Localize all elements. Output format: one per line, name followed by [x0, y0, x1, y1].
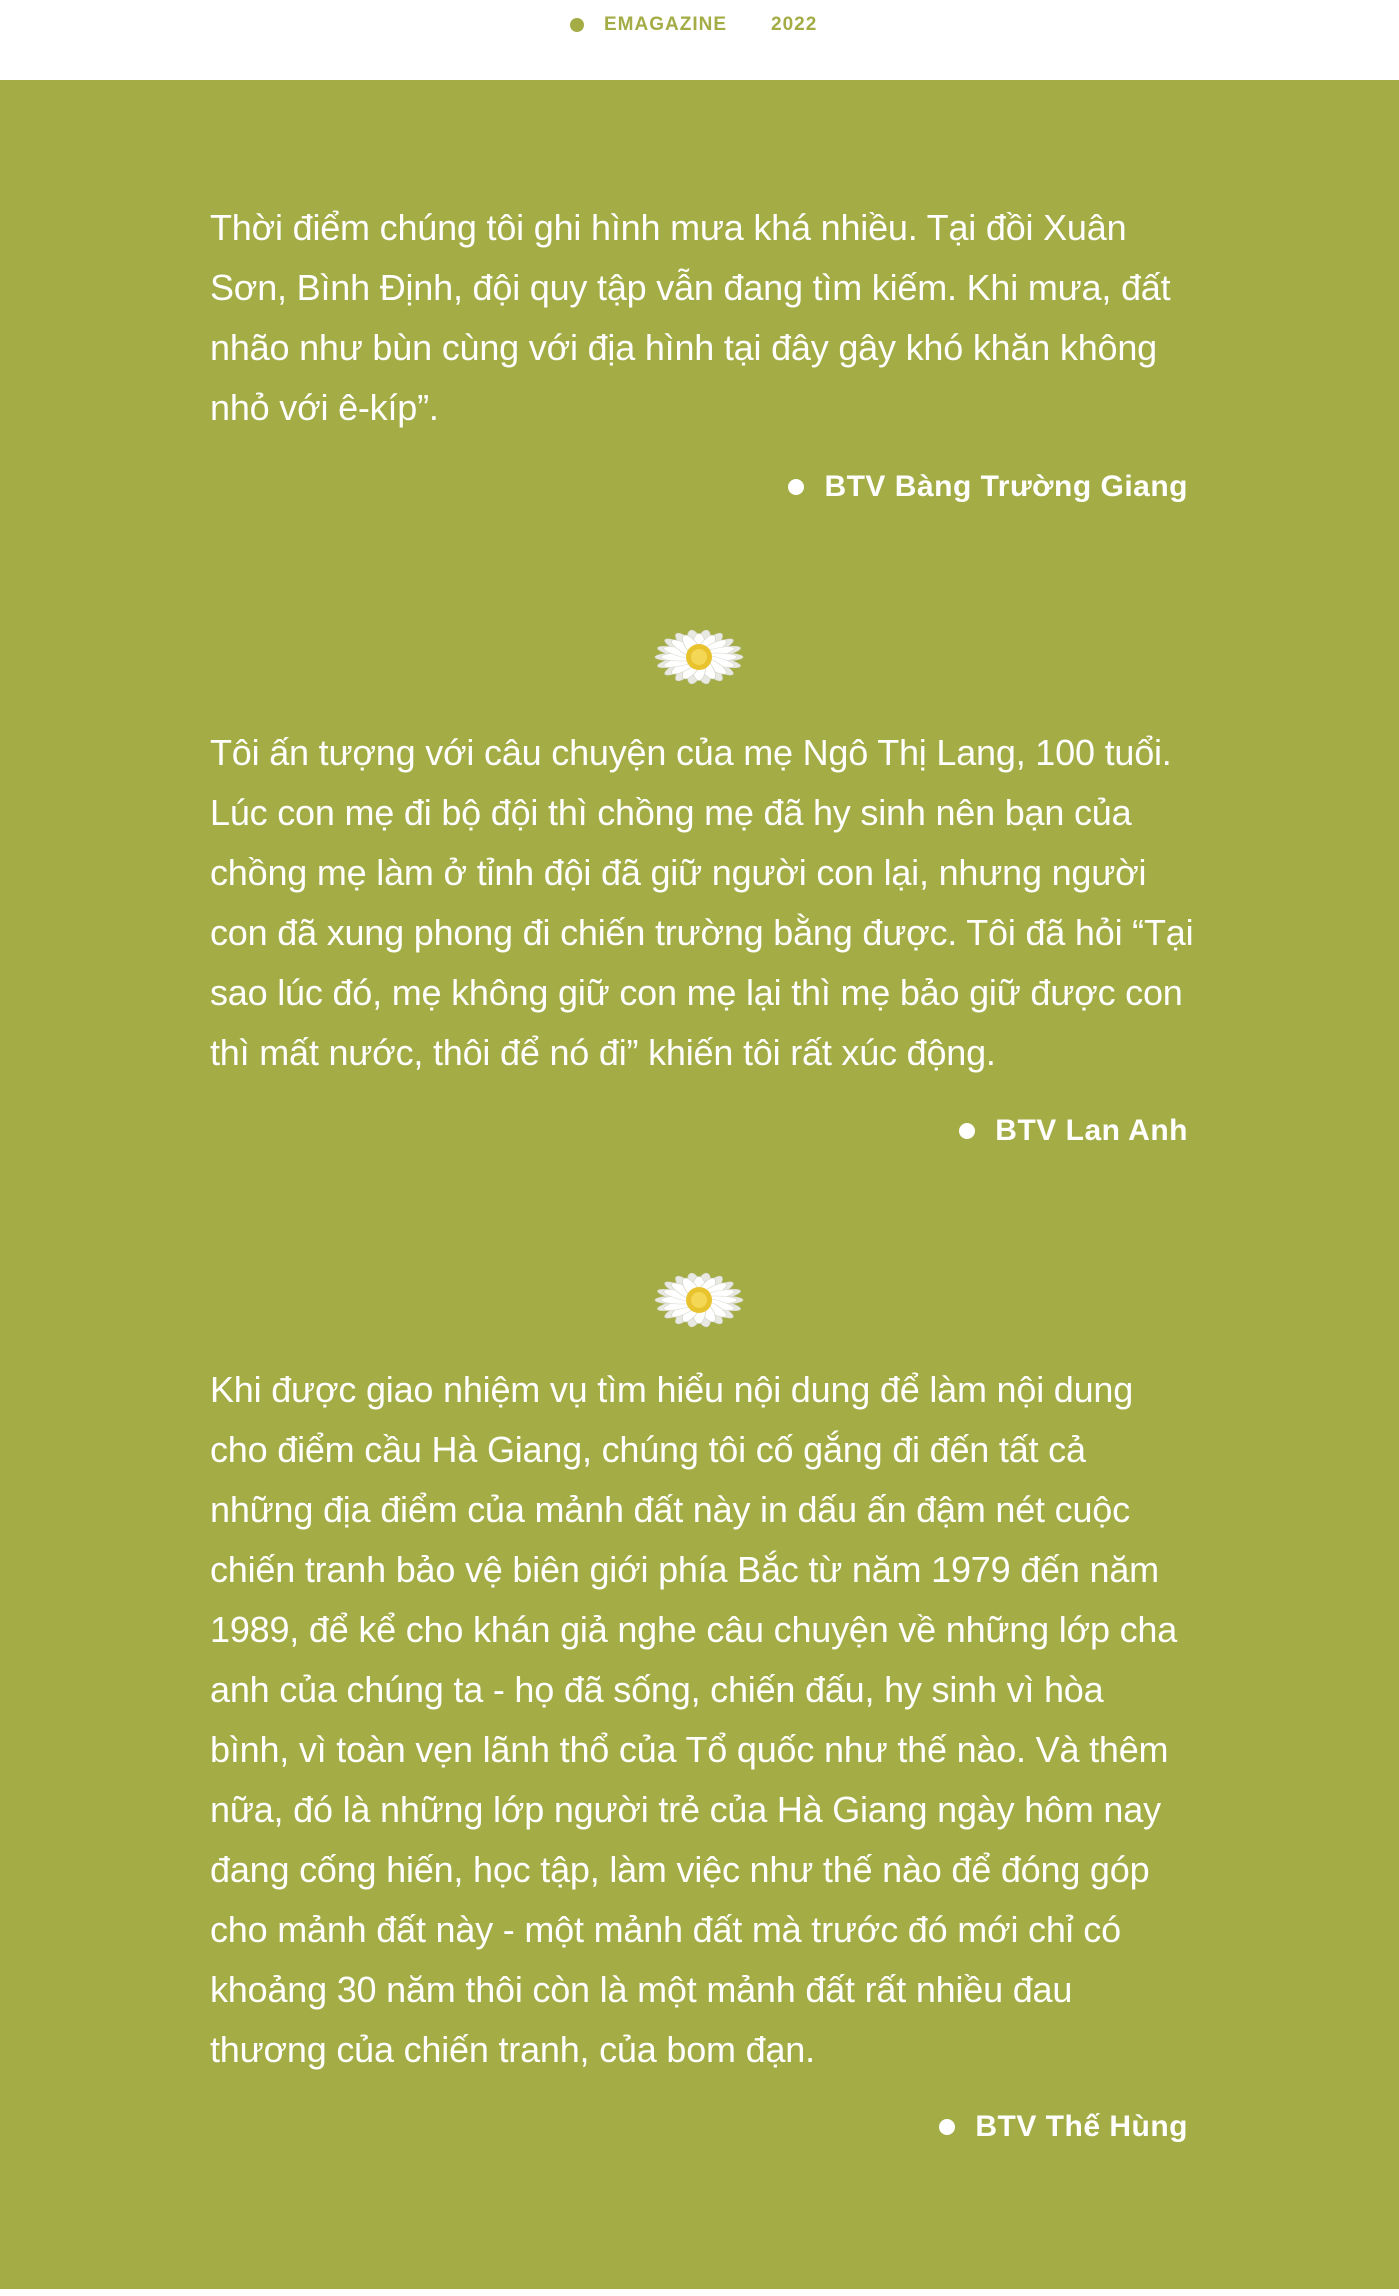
section-dot-icon [570, 18, 584, 32]
quote-line: thì mất nước, thôi để nó đi” khiến tôi rất xúc động. [210, 1032, 996, 1073]
quote-line: 1989, để kể cho khán giả nghe câu chuyện về những lớp cha [210, 1609, 1178, 1650]
quote-1-text [210, 198, 1200, 438]
quote-line: con đã xung phong đi chiến trường bằng được. Tôi đã hỏi “Tại [210, 912, 1194, 953]
quote-line: Tôi ấn tượng với câu chuyện của mẹ Ngô Thị Lang, 100 tuổi. [210, 732, 1172, 773]
section-label [570, 12, 817, 38]
author-bullet-icon [788, 479, 804, 495]
quote-line: nhão như bùn cùng với địa hình tại đây gây khó khăn không [210, 327, 1157, 368]
quote-2-author [959, 1111, 1188, 1151]
quote-line: cho mảnh đất này - một mảnh đất mà trước đó mới chỉ có [210, 1909, 1121, 1950]
section-name[interactable]: EMAGAZINE [604, 14, 727, 35]
quote-line: những địa điểm của mảnh đất này in dấu ấn đậm nét cuộc [210, 1489, 1130, 1530]
quote-3-author [939, 2107, 1188, 2147]
top-bar [0, 0, 1399, 81]
quote-line: Khi được giao nhiệm vụ tìm hiểu nội dung để làm nội dung [210, 1369, 1134, 1410]
quote-line: nhỏ với ê-kíp”. [210, 387, 439, 428]
author-name: BTV Bàng Trường Giang [824, 470, 1188, 503]
author-bullet-icon [939, 2119, 955, 2135]
author-name: BTV Lan Anh [995, 1114, 1188, 1147]
quote-line: nữa, đó là những lớp người trẻ của Hà Giang ngày hôm nay [210, 1789, 1161, 1830]
quote-line: sao lúc đó, mẹ không giữ con mẹ lại thì mẹ bảo giữ được con [210, 972, 1183, 1013]
quote-line: đang cống hiến, học tập, làm việc như thế nào để đóng góp [210, 1849, 1150, 1890]
quote-line: chồng mẹ làm ở tỉnh đội đã giữ người con lại, nhưng người [210, 852, 1147, 893]
daisy-flower-icon [644, 1253, 754, 1343]
daisy-flower-icon [644, 610, 754, 700]
quote-line: Lúc con mẹ đi bộ đội thì chồng mẹ đã hy sinh nên bạn của [210, 792, 1132, 833]
quote-line: anh của chúng ta - họ đã sống, chiến đấu, hy sinh vì hòa [210, 1669, 1104, 1710]
quote-3-text [210, 1360, 1200, 2080]
section-year: 2022 [771, 14, 818, 35]
quote-line: khoảng 30 năm thôi còn là một mảnh đất rất nhiều đau [210, 1969, 1073, 2010]
quote-line: chiến tranh bảo vệ biên giới phía Bắc từ năm 1979 đến năm [210, 1549, 1159, 1590]
quote-line: Thời điểm chúng tôi ghi hình mưa khá nhiều. Tại đồi Xuân [210, 207, 1127, 248]
quote-2-text [210, 723, 1200, 1083]
quote-line: Sơn, Bình Định, đội quy tập vẫn đang tìm kiếm. Khi mưa, đất [210, 267, 1171, 308]
quotes-panel [0, 80, 1399, 2289]
author-bullet-icon [959, 1123, 975, 1139]
quote-line: cho điểm cầu Hà Giang, chúng tôi cố gắng đi đến tất cả [210, 1429, 1086, 1470]
quote-1-author [788, 467, 1188, 507]
quote-line: thương của chiến tranh, của bom đạn. [210, 2029, 815, 2070]
quote-line: bình, vì toàn vẹn lãnh thổ của Tổ quốc như thế nào. Và thêm [210, 1729, 1169, 1770]
author-name: BTV Thế Hùng [975, 2110, 1188, 2143]
